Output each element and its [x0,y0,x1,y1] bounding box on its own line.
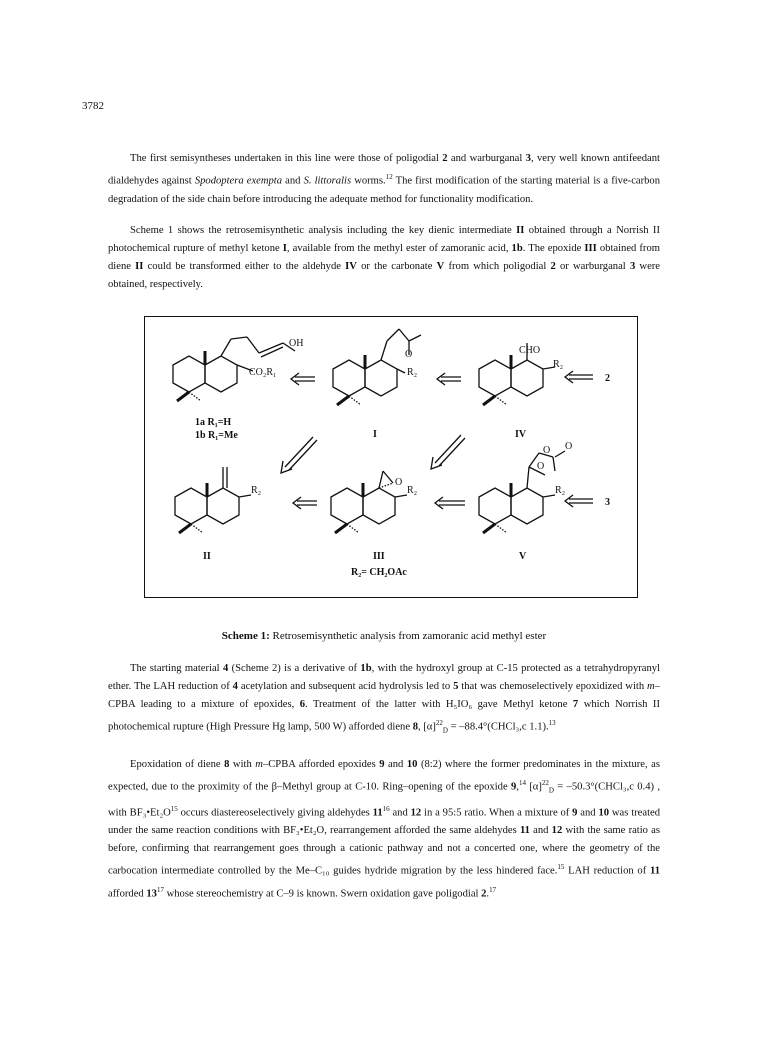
co2r1-label: CO₂R₁ [249,367,277,378]
label-IV: IV [515,429,527,440]
scheme-1-drawing [145,317,639,599]
r2-definition: R₂= CH₂OAc [351,567,407,578]
scheme-1-figure [144,316,638,598]
carbonate-o-carbonyl: O [565,441,573,452]
r2-label-I: R₂ [407,367,418,378]
label-1a: 1a R₁=H [195,417,232,428]
label-I: I [373,429,377,440]
r2-label-II: R₂ [251,485,262,496]
carbonate-o-bottom: O [537,461,545,472]
structure-IV [479,343,555,405]
target-2: 2 [605,373,610,384]
epoxide-o-label: O [395,477,403,488]
structure-1 [173,337,295,401]
paragraph-intro: The first semisyntheses undertaken in this line were those of poligodial 2 and warburganal 3, very well known antifeedant dialdehydes against Spodoptera exempta and S. littoralis worms.$^{12}$ The first modification of the starting material is a five-carbon degradation of the side chain before introducing the adequate method for functionality modification. [108,153,661,205]
paragraph-scheme-description: Scheme 1 shows the retrosemisynthetic analysis including the key dienic intermediate II obtained through a Norrish II photochemical rupture of methyl ketone I, available from the methyl ester of zamoranic acid, 1b. The epoxide III obtained from diene II could be transformed either to the aldehyde IV or the carbonate V from which poligodial 2 or warburganal 3 were obtained, respectively. [108,225,661,290]
paragraph-epoxidation: Epoxidation of diene 8 with m–CPBA afforded epoxides 9 and 10 (8:2) where the former predominates in the mixture, as expected, due to the proximity of the β–Methyl group at C-10. Ring–opening of the epoxide 9,14 $[\alpha]^{22}_D$ = –50.3°(CHCl₃,c 0.4) , with $BF_3•Et_2O^{15}$ occurs diastereoselectively giving aldehydes $11^{16}$ and 12 in a 95:5 ratio. When a mixture of 9 and 10 was treated under the same reaction conditions with BF₃•Et₂O, rearrangement afforded the same aldehydes 11 and 12 with the same ratio as before, confirming that rearrangement goes through a cationic pathway and not a concerted one, where the geometry of the carbocation intermediate controlled by the Me–C₁₀ guides hydride migration by the less hindered face.$^{15}$ LAH reduction of 11 afforded $13^{17}$ whose stereochemistry at C–9 is known. Swern oxidation gave poligodial 2.17 [108,759,661,900]
page-number: 3782 [82,100,104,112]
label-III: III [373,551,385,562]
scheme-caption: Scheme 1: Retrosemisynthetic analysis from zamoranic acid methyl ester [221,630,547,642]
label-II: II [203,551,211,562]
carbonate-o-top: O [543,445,551,456]
label-1b: 1b R₁=Me [195,430,238,441]
structure-V [479,451,565,533]
oh-label: OH [289,338,304,349]
r2-label-IV: R₂ [553,359,564,370]
paragraph-starting-material: The starting material 4 (Scheme 2) is a derivative of 1b, with the hydroxyl group at C-15 protected as a tetrahydropyranyl ether. The LAH reduction of 4 acetylation and subsequent acid hydrolysis led to 5 that was chemoselectively epoxidized with m–CPBA leading to a mixture of epoxides, 6. Treatment of the latter with H₅IO₆ gave Methyl ketone 7 which Norrish II photochemical rupture (High Pressure Hg lamp, 500 W) afforded diene 8, $[\alpha]^{22}_D$ = –88.4°(CHCl₃,c 1.1).$^{13}$ [108,663,661,735]
cho-label: CHO [519,345,541,356]
ketone-o-label: O [405,349,413,360]
r2-label-V: R₂ [555,485,566,496]
structure-II [175,467,251,533]
target-3: 3 [605,497,610,508]
label-V: V [519,551,527,562]
r2-label-III: R₂ [407,485,418,496]
